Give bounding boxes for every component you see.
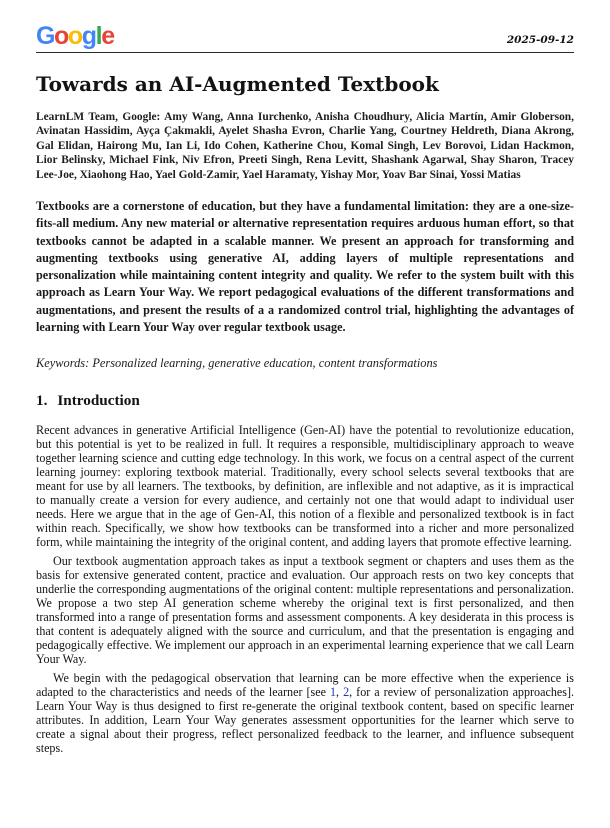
intro-paragraph-1: Recent advances in generative Artificial Intelligence (Gen-AI) have the potential to revolutionize education, but this potential is yet to be realized in full. It requires a responsible, multidisciplinary approach to weave together learning science and cutting edge technology. In this work, we focus on a central aspect of the current learning journey: exploring textbook material. Traditionally, every school selects several textbooks that are meant for use by all learners. The textbooks, by definition, are inflexible and not adaptive, as it is impractical to manually create a version for every audience, and certainly not one that would adapt to individual user needs. Here we argue that in the age of Gen-AI, this notion of a flexible and personalized textbook is in fact within reach. Specifically, we show how textbooks can be transformed into a richer and more personalized form, while maintaining the integrity of the original content, and adding layers that promote effective learning. bbox=[36, 423, 574, 550]
abstract-text: Textbooks are a cornerstone of education, but they have a fundamental limitation: they are a one-size-fits-all medium. Any new material or alternative representation requires arduous human effort, so that textbooks cannot be adapted in a scalable manner. We present an approach for transforming and augmenting textbooks using generative AI, adding layers of multiple representations and personalization while maintaining content integrity and quality. We refer to the system built with this approach as Learn Your Way. We report pedagogical evaluations of the different transformations and augmentations, and present the results of a a randomized control trial, highlighting the advantages of learning with Learn Your Way over regular textbook usage. bbox=[36, 199, 574, 335]
citation-separator: , bbox=[336, 685, 344, 700]
section-title: Introduction bbox=[57, 392, 140, 410]
page-header bbox=[36, 22, 574, 53]
paragraph-text: , for a review of personalization approaches]. Learn Your Way is thus designed to first re-generate the original textbook content, based on specific learner attributes. In addition, Learn Your Way generates assessment opportunities for the learner which serve to create a signal about their progress, reflect personalized feedback to the learner, and influence subsequent steps. bbox=[36, 685, 575, 756]
citation-link-1[interactable]: 1 bbox=[329, 685, 337, 700]
google-logo-letter: g bbox=[81, 22, 96, 50]
paper-title: Towards an AI-Augmented Textbook bbox=[36, 71, 439, 96]
keywords-line: Keywords: Personalized learning, generative education, content transformations bbox=[36, 356, 438, 371]
google-logo-letter: G bbox=[36, 22, 55, 50]
google-logo-letter: o bbox=[54, 22, 68, 50]
google-logo-letter: l bbox=[95, 22, 102, 50]
publication-date: 2025-09-12 bbox=[506, 33, 574, 46]
intro-paragraph-3 bbox=[36, 671, 574, 755]
section-number: 1. bbox=[36, 392, 48, 410]
paragraph-text: We begin with the pedagogical observation that learning can be more effective when the experience is adapted to the characteristics and needs of the learner [see bbox=[36, 671, 574, 700]
citation-link-2[interactable]: 2 bbox=[343, 685, 350, 700]
author-list: LearnLM Team, Google: Amy Wang, Anna Iurchenko, Anisha Choudhury, Alicia Martín, Amir Globerson, Avinatan Hassidim, Ayça Çakmakli, Ayelet Shasha Evron, Charlie Yang, Courtney Heldreth, Diana Akrong, Gal Elidan, Hairong Mu, Ian Li, Ido Cohen, Katherine Chou, Komal Singh, Lev Borovoi, Lidan Hackmon, Lior Belinsky, Michael Fink, Niv Efron, Preeti Singh, Rena Levitt, Shashank Agarwal, Shay Sharon, Tracey Lee-Joe, Xiaohong Hao, Yael Gold-Zamir, Yael Haramaty, Yishay Mor, Yoav Bar Sinai, Yossi Matias bbox=[36, 110, 574, 181]
intro-paragraph-2: Our textbook augmentation approach takes as input a textbook segment or chapters and uses them as the basis for extensive generated content, practice and evaluation. Our approach rests on two key concepts that underlie the corresponding augmentations of the original content: multiple representations and personalization. We propose a two step AI generation scheme whereby the original text is first personalized, and then transformed into a range of presentation forms and assessment components. A key desiderata in this process is that content is adequately aligned with the source and curriculum, and that the presentation is engaging and pedagogically effective. We implement our approach in an experimental learning experience that we call Learn Your Way. bbox=[36, 554, 574, 667]
google-logo bbox=[36, 22, 114, 50]
google-logo-letter: o bbox=[67, 22, 82, 50]
section-heading-introduction bbox=[36, 391, 574, 410]
google-logo-letter: e bbox=[101, 22, 114, 50]
